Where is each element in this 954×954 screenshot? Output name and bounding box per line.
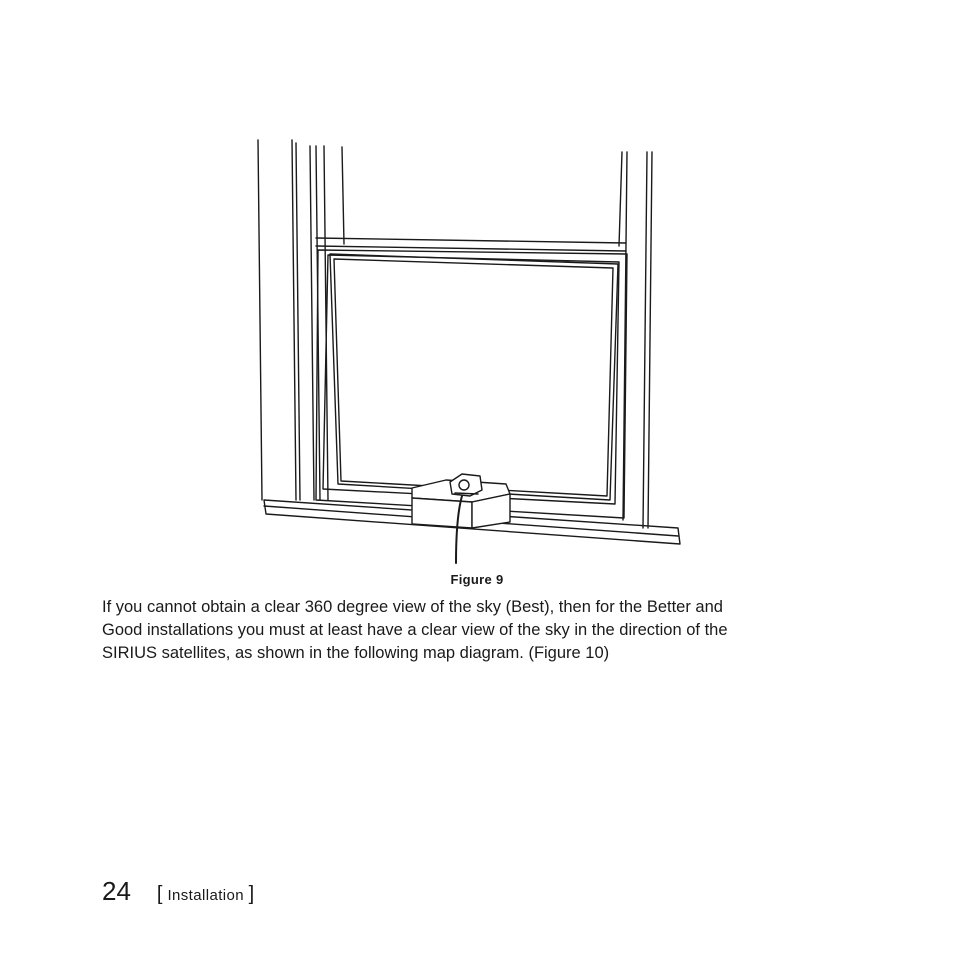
page-number: 24 [102,876,131,906]
section-name: Installation [167,887,244,904]
section-label [157,883,255,906]
bracket-close: ] [248,883,255,905]
figure-caption: Figure 9 [450,572,504,587]
window-antenna-illustration [255,135,685,565]
body-paragraph: If you cannot obtain a clear 360 degree view of the sky (Best), then for the Better and Good installations you must at least have a clear view of the sky in the direction of the SIRIUS satellites, as shown in the following map diagram. (Figure 10) [102,598,728,662]
page-footer [102,876,255,907]
bracket-open: [ [156,883,163,905]
